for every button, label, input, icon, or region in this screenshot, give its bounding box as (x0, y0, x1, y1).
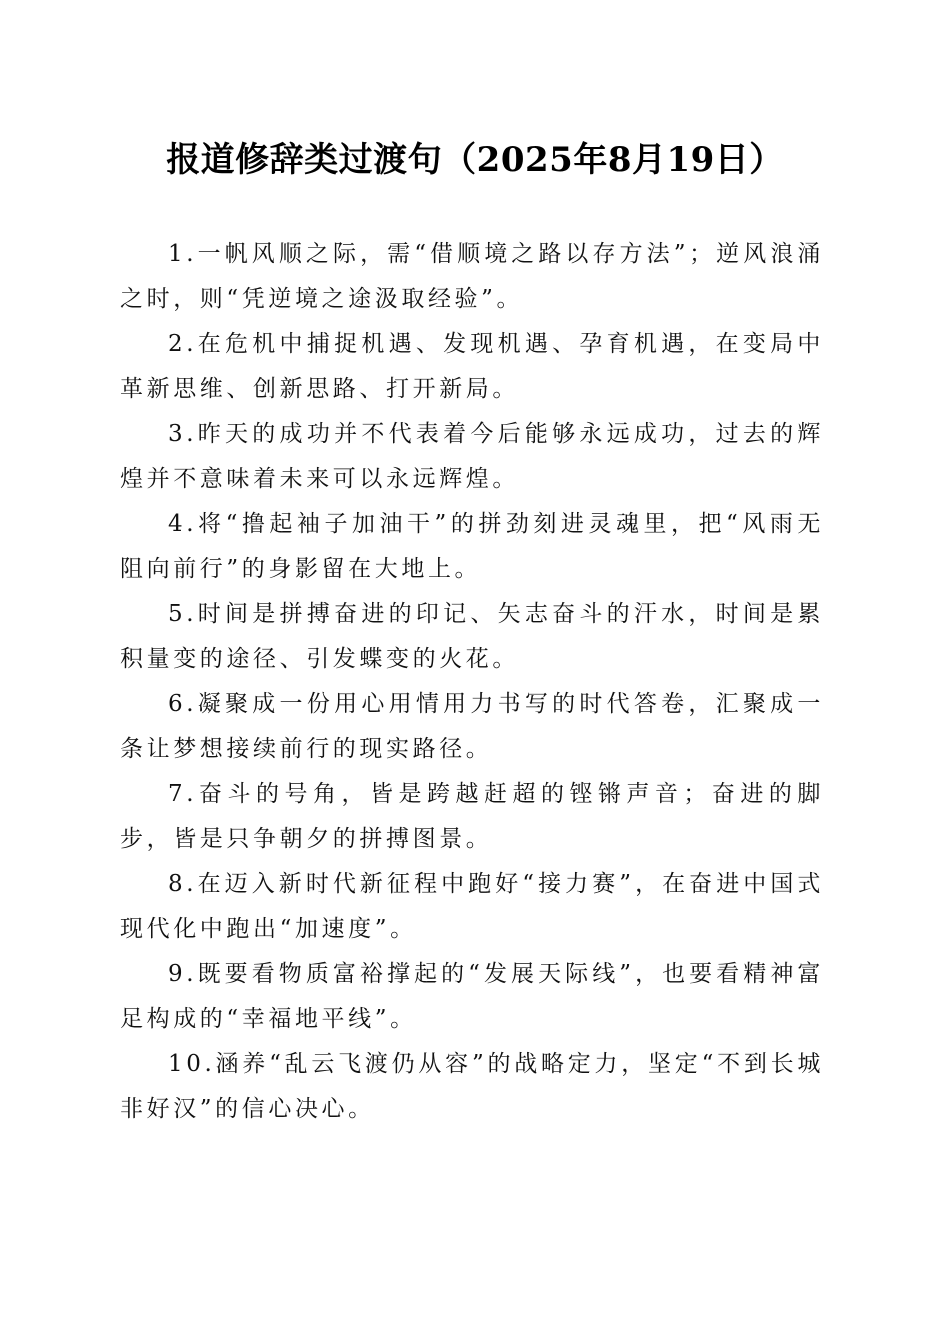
paragraph-5: 5.时间是拼搏奋进的印记、矢志奋斗的汗水，时间是累积量变的途径、引发蝶变的火花。 (120, 601, 824, 672)
paragraph-7: 7.奋斗的号角，皆是跨越赶超的铿锵声音；奋进的脚步，皆是只争朝夕的拼搏图景。 (120, 781, 824, 852)
paragraph-4: 4.将“撸起袖子加油干”的拼劲刻进灵魂里，把“风雨无阻向前行”的身影留在大地上。 (120, 511, 824, 582)
paragraph-1: 1.一帆风顺之际，需“借顺境之路以存方法”；逆风浪涌之时，则“凭逆境之途汲取经验”。 (120, 241, 824, 312)
paragraph-8: 8.在迈入新时代新征程中跑好“接力赛”，在奋进中国式现代化中跑出“加速度”。 (120, 871, 824, 942)
document-title: 报道修辞类过渡句（2025年8月19日） (166, 140, 784, 180)
document-body (120, 232, 824, 1132)
paragraph-10: 10.涵养“乱云飞渡仍从容”的战略定力，坚定“不到长城非好汉”的信心决心。 (120, 1051, 824, 1122)
paragraph-6: 6.凝聚成一份用心用情用力书写的时代答卷，汇聚成一条让梦想接续前行的现实路径。 (120, 691, 824, 762)
paragraph-9: 9.既要看物质富裕撑起的“发展天际线”，也要看精神富足构成的“幸福地平线”。 (120, 961, 824, 1032)
paragraph-2: 2.在危机中捕捉机遇、发现机遇、孕育机遇，在变局中革新思维、创新思路、打开新局。 (120, 331, 824, 402)
paragraph-3: 3.昨天的成功并不代表着今后能够永远成功，过去的辉煌并不意味着未来可以永远辉煌。 (120, 421, 824, 492)
